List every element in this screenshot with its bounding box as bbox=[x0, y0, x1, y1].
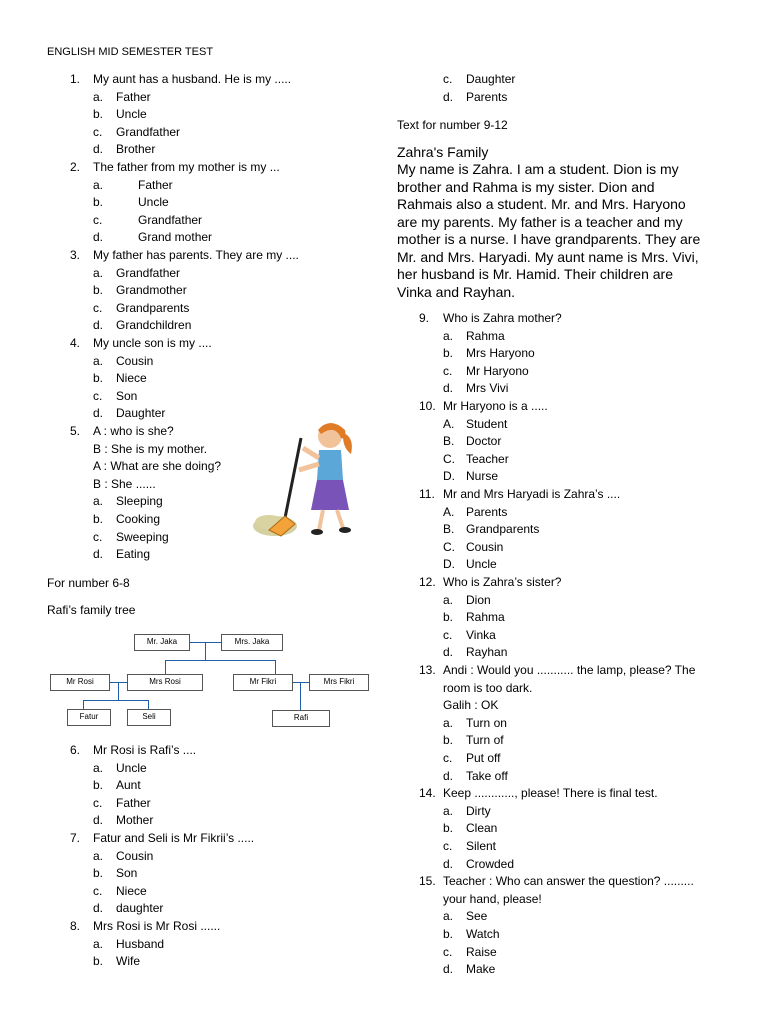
option-text: Parents bbox=[466, 89, 508, 104]
question-number: 4. bbox=[70, 336, 81, 350]
question-text: Who is Zahra mother? bbox=[443, 311, 562, 325]
question-number: 3. bbox=[70, 248, 81, 262]
option-text: Mrs Haryono bbox=[466, 346, 535, 361]
option-letter: b. bbox=[93, 778, 104, 793]
option-text: Mother bbox=[116, 813, 154, 828]
option-text: Cooking bbox=[116, 512, 161, 526]
option-letter: a. bbox=[93, 936, 104, 951]
option-text: Dirty bbox=[466, 803, 491, 818]
option-text: Grandparents bbox=[466, 522, 540, 537]
tree-node-mr-fikri: Mr Fikri bbox=[233, 674, 293, 691]
question-number: 11. bbox=[419, 487, 435, 501]
tree-connector bbox=[275, 660, 276, 675]
option-text: Grandfather bbox=[116, 265, 181, 280]
question-text: My aunt has a husband. He is my ..... bbox=[93, 72, 292, 86]
question-text: A : who is she? bbox=[93, 424, 174, 438]
option-text: Clean bbox=[466, 821, 498, 836]
option-letter: c. bbox=[443, 627, 453, 642]
page-title: ENGLISH MID SEMESTER TEST bbox=[47, 46, 214, 58]
option-letter: c. bbox=[93, 795, 103, 810]
option-letter: d. bbox=[93, 547, 104, 562]
option-letter: b. bbox=[93, 195, 104, 210]
option-text: Nurse bbox=[466, 469, 499, 484]
question-text: Who is Zahra’s sister? bbox=[443, 575, 562, 589]
option-text: Rahma bbox=[466, 610, 505, 625]
question-number: 2. bbox=[70, 160, 81, 174]
option-text: Sweeping bbox=[116, 529, 169, 544]
question-number: 7. bbox=[70, 831, 81, 845]
option-text: Son bbox=[116, 866, 138, 881]
option-letter: c. bbox=[93, 529, 103, 544]
option-text: Doctor bbox=[466, 434, 502, 449]
option-letter: b. bbox=[93, 866, 104, 881]
question-text: Mr Haryono is a ..... bbox=[443, 399, 548, 413]
option-letter: d. bbox=[443, 89, 454, 104]
option-letter: b. bbox=[443, 927, 454, 941]
option-text: daughter bbox=[116, 901, 164, 916]
option-text: Aunt bbox=[116, 778, 141, 793]
option-text: Grandfather bbox=[138, 212, 203, 227]
question-text: Teacher : Who can answer the question? ......... bbox=[443, 874, 694, 889]
option-letter: c. bbox=[443, 944, 453, 959]
option-letter: d. bbox=[443, 768, 454, 783]
option-letter: b. bbox=[93, 371, 104, 386]
option-text: Uncle bbox=[138, 195, 169, 210]
tree-connector bbox=[118, 682, 119, 700]
option-text: Mr Haryono bbox=[466, 363, 529, 378]
option-letter: d. bbox=[93, 901, 104, 916]
option-letter: d. bbox=[93, 142, 104, 157]
passage-text: My name is Zahra. I am a student. Dion is my brother and Rahma is my sister. Dion and Rahmais also a student. Mr. and Mrs. Haryono are my parents. My father is a teacher and my mother is a nurse. I have grandparents. They are Mr. and Mrs. Haryadi. My aunt name is Mrs. Vivi, her husband is Mr. Hamid. Their children are Vinka and Rayhan. bbox=[397, 161, 701, 300]
question-number: 5. bbox=[70, 424, 81, 438]
option-text: Silent bbox=[466, 839, 497, 853]
option-text: Niece bbox=[116, 883, 147, 898]
tree-node-mr-rosi: Mr Rosi bbox=[50, 674, 110, 691]
option-text: Dion bbox=[466, 592, 491, 607]
option-letter: b. bbox=[93, 954, 104, 969]
question-text: Mr Rosi is Rafi’s .... bbox=[93, 743, 197, 757]
tree-connector bbox=[300, 682, 301, 710]
option-text: Grand mother bbox=[138, 230, 213, 245]
passage-title: Zahra's Family bbox=[397, 144, 489, 160]
option-letter: b. bbox=[93, 512, 104, 526]
option-text: Father bbox=[138, 177, 173, 192]
option-letter: a. bbox=[93, 848, 104, 863]
question-text: your hand, please! bbox=[443, 891, 542, 906]
option-text: Put off bbox=[466, 751, 501, 765]
question-text: Keep ............, please! There is final test. bbox=[443, 786, 658, 801]
option-letter: b. bbox=[93, 283, 104, 298]
tree-node-mrs-jaka: Mrs. Jaka bbox=[221, 634, 283, 651]
question-number: 10. bbox=[419, 399, 436, 413]
section-label-9-12: Text for number 9-12 bbox=[397, 118, 508, 132]
option-text: Watch bbox=[466, 927, 500, 941]
option-letter: a. bbox=[93, 177, 104, 192]
option-text: Mrs Vivi bbox=[466, 381, 509, 396]
question-number: 14. bbox=[419, 786, 436, 801]
tree-connector bbox=[292, 682, 310, 683]
option-letter: c. bbox=[93, 124, 103, 139]
question-text: Mrs Rosi is Mr Rosi ...... bbox=[93, 919, 221, 933]
question-text: Mr and Mrs Haryadi is Zahra’s .... bbox=[443, 487, 621, 501]
option-letter: a. bbox=[443, 328, 454, 343]
option-text: Cousin bbox=[116, 353, 154, 368]
option-letter: a. bbox=[93, 760, 104, 775]
question-number: 1. bbox=[70, 72, 81, 86]
option-letter: a. bbox=[93, 89, 104, 104]
option-letter: D. bbox=[443, 557, 455, 572]
option-letter: C. bbox=[443, 539, 455, 554]
option-text: Grandmother bbox=[116, 283, 187, 298]
option-letter: a. bbox=[93, 265, 104, 280]
option-text: Vinka bbox=[466, 627, 496, 642]
option-text: Uncle bbox=[116, 760, 147, 775]
option-letter: d. bbox=[93, 813, 104, 828]
option-letter: d. bbox=[443, 645, 454, 660]
girl-sweeping-illustration bbox=[245, 418, 365, 548]
tree-connector bbox=[165, 660, 275, 661]
question-text: room is too dark. bbox=[443, 680, 533, 695]
option-letter: A. bbox=[443, 416, 455, 431]
option-letter: b. bbox=[93, 107, 104, 122]
option-text: Make bbox=[466, 962, 496, 977]
option-text: Turn on bbox=[466, 715, 507, 730]
question-text: B : She ...... bbox=[93, 476, 156, 491]
option-text: Grandfather bbox=[116, 124, 181, 139]
question-text: Andi : Would you ........... the lamp, please? The bbox=[443, 663, 696, 677]
option-letter: d. bbox=[443, 962, 454, 977]
option-letter: d. bbox=[443, 856, 454, 871]
tree-connector bbox=[205, 642, 206, 660]
option-text: Uncle bbox=[466, 557, 497, 572]
option-text: Father bbox=[116, 89, 151, 104]
option-letter: A. bbox=[443, 504, 455, 519]
option-text: Grandparents bbox=[116, 300, 190, 315]
tree-node-fatur: Fatur bbox=[67, 709, 111, 726]
option-letter: a. bbox=[443, 715, 454, 730]
option-text: Take off bbox=[466, 768, 508, 783]
option-text: Parents bbox=[466, 504, 508, 519]
family-tree-title: Rafi’s family tree bbox=[47, 603, 136, 617]
question-text: B : She is my mother. bbox=[93, 441, 208, 456]
option-letter: c. bbox=[93, 212, 103, 227]
option-letter: c. bbox=[443, 72, 453, 86]
tree-node-mrs-rosi: Mrs Rosi bbox=[127, 674, 203, 691]
option-letter: c. bbox=[93, 883, 103, 898]
option-letter: d. bbox=[93, 318, 104, 333]
question-text: The father from my mother is my ... bbox=[93, 160, 280, 174]
option-text: Rahma bbox=[466, 328, 505, 343]
option-text: Teacher bbox=[466, 451, 509, 466]
question-number: 9. bbox=[419, 311, 430, 325]
option-letter: b. bbox=[443, 610, 454, 625]
question-number: 6. bbox=[70, 743, 81, 757]
option-letter: c. bbox=[93, 300, 103, 315]
option-letter: a. bbox=[443, 592, 454, 607]
option-letter: a. bbox=[443, 803, 454, 818]
question-number: 13. bbox=[419, 663, 436, 677]
question-text: My uncle son is my .... bbox=[93, 336, 212, 350]
option-text: Turn of bbox=[466, 733, 504, 748]
option-text: Raise bbox=[466, 944, 497, 959]
option-text: Son bbox=[116, 388, 138, 403]
tree-node-rafi: Rafi bbox=[272, 710, 330, 727]
option-letter: C. bbox=[443, 451, 455, 466]
question-number: 15. bbox=[419, 874, 436, 889]
question-text: A : What are she doing? bbox=[93, 459, 222, 474]
option-text: Daughter bbox=[466, 72, 516, 86]
tree-node-mr-jaka: Mr. Jaka bbox=[134, 634, 190, 651]
option-text: Student bbox=[466, 416, 508, 431]
option-text: Wife bbox=[116, 954, 140, 969]
option-letter: d. bbox=[443, 381, 454, 396]
option-letter: a. bbox=[93, 353, 104, 368]
option-text: Rayhan bbox=[466, 645, 508, 660]
section-label-6-8: For number 6-8 bbox=[47, 576, 130, 590]
option-letter: b. bbox=[443, 821, 454, 836]
option-letter: c. bbox=[443, 363, 453, 378]
tree-connector bbox=[165, 660, 166, 675]
option-letter: d. bbox=[93, 230, 104, 245]
option-letter: d. bbox=[93, 406, 104, 421]
tree-node-mrs-fikri: Mrs Fikri bbox=[309, 674, 369, 691]
question-number: 12. bbox=[419, 575, 436, 589]
option-letter: D. bbox=[443, 469, 455, 484]
option-text: Grandchildren bbox=[116, 318, 192, 333]
question-text: Galih : OK bbox=[443, 698, 499, 713]
option-text: See bbox=[466, 909, 488, 924]
option-text: Cousin bbox=[466, 539, 504, 554]
option-letter: a. bbox=[443, 909, 454, 924]
option-text: Cousin bbox=[116, 848, 154, 863]
tree-connector bbox=[83, 700, 149, 701]
tree-node-seli: Seli bbox=[127, 709, 171, 726]
option-text: Husband bbox=[116, 936, 165, 951]
option-letter: B. bbox=[443, 434, 455, 449]
option-letter: c. bbox=[93, 388, 103, 403]
option-letter: b. bbox=[443, 346, 454, 361]
question-text: My father has parents. They are my .... bbox=[93, 248, 299, 262]
option-text: Uncle bbox=[116, 107, 147, 122]
option-text: Daughter bbox=[116, 406, 166, 421]
option-text: Niece bbox=[116, 371, 147, 386]
option-letter: B. bbox=[443, 522, 455, 537]
question-text: Fatur and Seli is Mr Fikrii’s ..... bbox=[93, 831, 255, 845]
option-text: Brother bbox=[116, 142, 156, 157]
option-text: Crowded bbox=[466, 856, 515, 871]
option-letter: a. bbox=[93, 494, 104, 509]
option-letter: b. bbox=[443, 733, 454, 748]
tree-connector bbox=[110, 682, 128, 683]
option-letter: c. bbox=[443, 751, 453, 765]
option-letter: c. bbox=[443, 839, 453, 853]
option-text: Sleeping bbox=[116, 494, 163, 509]
option-text: Father bbox=[116, 795, 151, 810]
question-number: 8. bbox=[70, 919, 81, 933]
option-text: Eating bbox=[116, 547, 151, 562]
